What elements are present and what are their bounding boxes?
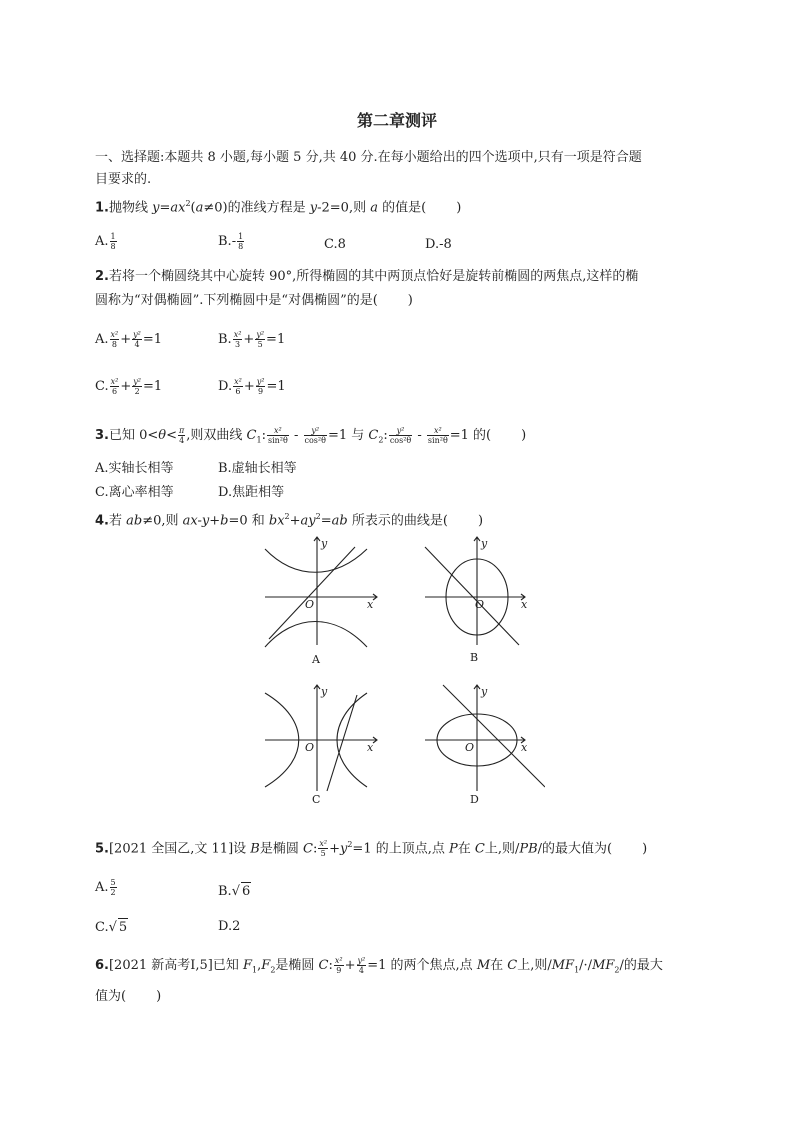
denominator: 5	[257, 340, 263, 349]
question-2-line1	[95, 268, 638, 286]
q6-math: M	[476, 958, 491, 973]
question-number: 6.	[95, 958, 109, 973]
x-axis-label: x	[367, 741, 374, 754]
q4-text: ≠0,则	[142, 513, 183, 529]
q6-subscript: 2	[614, 965, 620, 975]
graph-d-caption: D	[470, 793, 479, 806]
numerator: x²	[110, 377, 119, 386]
sqrt-icon: √	[231, 884, 240, 899]
origin-label: O	[465, 741, 475, 754]
option-label: C.	[324, 237, 338, 252]
q3-colon: :	[383, 428, 388, 443]
equals-one: =1	[142, 379, 163, 394]
question-number: 3.	[95, 428, 109, 443]
question-1	[95, 195, 461, 217]
q6-math: C	[318, 958, 329, 973]
q6-colon: :	[328, 958, 333, 973]
q1-math: y	[309, 200, 318, 216]
option-label: B.	[218, 234, 232, 249]
q1-option-d	[425, 236, 452, 254]
numerator: x²	[233, 330, 242, 339]
denominator: 8	[238, 242, 244, 251]
denominator: cos²θ	[304, 436, 326, 445]
q1-text: 抛物线	[108, 200, 153, 216]
sqrt-icon: √	[108, 920, 117, 935]
q3-option-c: C.离心率相等	[95, 485, 174, 500]
q5-close-paren: )	[642, 841, 648, 857]
denominator: 2	[110, 888, 116, 897]
question-number: 5.	[95, 841, 109, 857]
q1-option-b	[218, 232, 245, 251]
denominator: 4	[134, 340, 140, 349]
denominator: 4	[179, 436, 185, 445]
option-label: A.	[95, 234, 109, 249]
q6-subscript: 2	[270, 965, 276, 975]
graph-a-caption: A	[312, 653, 320, 666]
q3-math: C	[368, 428, 379, 443]
line	[425, 547, 519, 645]
fraction	[132, 377, 142, 396]
fraction	[255, 330, 265, 349]
denominator: 8	[111, 340, 117, 349]
equals-one: =1	[266, 379, 286, 394]
fraction	[110, 330, 120, 349]
minus-sign: -	[231, 234, 237, 249]
q1-math: a	[370, 200, 378, 216]
q3-subscript: 2	[378, 435, 384, 445]
numerator: x²	[319, 839, 328, 849]
origin-label: O	[305, 741, 315, 754]
option-label: D.	[218, 919, 233, 934]
q6-comma: ,	[257, 958, 262, 973]
fraction	[334, 956, 344, 975]
page-title: 第二章测评	[356, 111, 437, 130]
q3-close-paren: )	[521, 428, 527, 443]
q6-text: /的最大	[619, 958, 663, 973]
q4-equals: =	[320, 513, 332, 529]
q6-close-paren: )	[156, 989, 162, 1004]
question-6-line1	[95, 956, 663, 980]
q6-text: =1 的两个焦点,点	[367, 958, 477, 973]
q4-plus: +	[289, 513, 301, 529]
line	[327, 695, 357, 791]
q1-text: ≠0)的准线方程是	[203, 200, 310, 216]
q4-graphs	[255, 535, 545, 815]
option-label: D.	[425, 237, 440, 252]
fraction	[389, 426, 412, 445]
q2-text: 若将一个椭圆绕其中心旋转 90°,所得椭圆的其中两顶点恰好是旋转前椭圆的两焦点,这样的椭	[108, 269, 639, 284]
x-axis-label: x	[367, 598, 374, 611]
q3-text: =1 的(	[449, 428, 492, 443]
numerator: y²	[256, 377, 265, 386]
section-instruction-line1: 一、选择题:本题共 8 小题,每小题 5 分,共 40 分.在每小题给出的四个选项中,只有一项是符合题	[95, 150, 642, 165]
denominator: 4	[358, 966, 364, 975]
q5-math: P	[448, 841, 458, 857]
q5-text: 在	[457, 841, 475, 857]
y-axis-label: y	[321, 685, 328, 698]
q5-math: PB	[519, 841, 538, 857]
radicand: 6	[241, 884, 251, 899]
q5-text: /的最大值为(	[537, 841, 613, 857]
denominator: 3	[235, 340, 241, 349]
option-label: D.	[218, 379, 233, 394]
q1-option-a	[95, 232, 118, 251]
numerator: 5	[110, 878, 116, 887]
option-label: C.	[95, 920, 109, 935]
q2-close-paren: )	[407, 293, 413, 308]
q4-exponent: 2	[315, 512, 321, 521]
fraction	[110, 232, 117, 251]
fraction	[132, 330, 142, 349]
option-value: 8	[337, 237, 346, 252]
q6-plus: +	[344, 958, 356, 973]
question-6-line2	[95, 988, 161, 1006]
fraction	[256, 377, 266, 396]
equals-one: =1	[142, 332, 163, 347]
graph-c	[265, 685, 377, 791]
fraction	[178, 426, 185, 445]
graph-b-caption: B	[470, 651, 479, 664]
section-instruction-line2: 目要求的.	[95, 172, 152, 187]
q2-option-c	[95, 377, 162, 396]
line	[443, 685, 545, 787]
q6-text: 值为(	[95, 989, 127, 1004]
q1-text: (	[190, 200, 196, 216]
numerator: y²	[133, 330, 141, 339]
equals-one: =1	[266, 332, 286, 347]
q1-text: -2=0,则	[317, 200, 371, 216]
denominator: 6	[111, 387, 118, 396]
option-value: 2	[232, 919, 241, 934]
origin-label: O	[305, 598, 315, 611]
fraction	[237, 232, 244, 251]
x-axis-label: x	[521, 741, 528, 754]
numerator: y²	[256, 330, 265, 339]
denominator: sin²θ	[427, 436, 448, 445]
q3-option-b: B.虚轴长相等	[218, 461, 297, 476]
q3-math: C	[246, 428, 257, 443]
q3-subscript: 1	[256, 435, 262, 445]
q1-math: a	[195, 200, 204, 216]
question-3	[95, 426, 526, 450]
y-axis-label: y	[481, 685, 488, 698]
q4-math: ax-y+b	[182, 513, 229, 529]
q2-option-d	[218, 377, 286, 396]
q5-text: 是椭圆	[259, 841, 303, 857]
fraction	[318, 839, 328, 858]
q5-colon: :	[312, 841, 318, 857]
denominator: 2	[134, 387, 140, 396]
denominator: sin²θ	[267, 436, 288, 445]
q4-close-paren: )	[477, 513, 484, 529]
q6-math: MF	[551, 958, 575, 973]
q1-math: y=ax	[152, 200, 186, 216]
fraction	[357, 956, 367, 975]
question-number: 2.	[95, 269, 109, 284]
plus-sign: +	[120, 379, 132, 394]
q5-text: [2021 全国乙,文 11]设	[108, 841, 251, 857]
q5-exponent: 2	[347, 840, 353, 849]
denominator: 9	[336, 966, 342, 975]
numerator: x²	[234, 377, 242, 386]
question-number: 1.	[95, 200, 109, 216]
q3-option-a: A.实轴长相等	[95, 461, 174, 476]
plus-sign: +	[243, 379, 255, 394]
q3-colon: :	[261, 428, 266, 443]
minus-sign: -	[289, 428, 303, 443]
q5-math: B	[250, 841, 260, 857]
graph-a	[265, 537, 377, 647]
q4-text: 所表示的曲线是(	[347, 513, 448, 529]
fraction	[110, 878, 117, 897]
q1-close-paren: )	[456, 200, 462, 216]
fraction	[233, 377, 243, 396]
q3-text: =1 与	[327, 428, 369, 443]
q2-option-b	[218, 330, 285, 349]
hyperbola-upper-branch	[265, 549, 367, 572]
question-number: 4.	[95, 513, 109, 529]
q5-math: y	[339, 841, 348, 857]
q6-text: 是椭圆	[275, 958, 319, 973]
minus-sign: -	[413, 428, 426, 443]
q4-text: =0 和	[228, 513, 269, 529]
plus-sign: +	[243, 332, 255, 347]
origin-label: O	[475, 598, 485, 611]
q6-text: [2021 新高考Ⅰ,5]已知	[108, 958, 244, 973]
numerator: x²	[267, 426, 289, 436]
q3-theta: θ	[158, 428, 167, 443]
q5-math: C	[303, 841, 313, 857]
option-value: -8	[439, 237, 452, 252]
x-axis-label: x	[521, 598, 528, 611]
q6-subscript: 1	[574, 965, 580, 975]
question-5	[95, 836, 647, 858]
numerator: x²	[427, 426, 449, 436]
q3-text: ,则双曲线	[186, 428, 247, 443]
fraction	[427, 426, 449, 445]
q6-text: 在	[490, 958, 508, 973]
denominator: cos²θ	[389, 436, 412, 445]
question-2-line2	[95, 292, 413, 310]
option-label: C.	[95, 379, 109, 394]
q5-option-b	[218, 882, 251, 901]
denominator: 5	[320, 849, 326, 859]
numerator: y²	[389, 426, 412, 436]
denominator: 9	[258, 387, 264, 396]
q4-math: ab	[126, 513, 143, 529]
question-4	[95, 508, 483, 530]
q4-math: ay	[300, 513, 316, 529]
q2-option-a	[95, 330, 162, 349]
y-axis-label: y	[321, 537, 328, 550]
option-label: A.	[95, 880, 109, 895]
q5-plus: +	[329, 841, 340, 857]
numerator: y²	[133, 377, 141, 386]
q5-text: =1 的上顶点,点	[352, 841, 449, 857]
fraction	[267, 426, 289, 445]
y-axis-label: y	[481, 537, 488, 550]
q1-option-c	[324, 236, 346, 254]
fraction	[233, 330, 243, 349]
q3-text: 已知 0<	[108, 428, 159, 443]
q4-math: ab	[331, 513, 348, 529]
numerator: y²	[357, 956, 366, 965]
option-label: A.	[95, 332, 109, 347]
denominator: 8	[110, 242, 116, 251]
q5-math: C	[474, 841, 485, 857]
numerator: x²	[110, 330, 119, 339]
q6-math: C	[507, 958, 518, 973]
plus-sign: +	[120, 332, 132, 347]
q1-exponent: 2	[185, 199, 191, 208]
q3-lt: <	[166, 428, 178, 443]
option-label: B.	[218, 884, 232, 899]
q6-math: F	[261, 958, 271, 973]
q6-math: F	[243, 958, 253, 973]
numerator: x²	[334, 956, 343, 965]
numerator: 1	[110, 232, 116, 241]
q6-subscript: 1	[252, 965, 258, 975]
q5-option-d	[218, 918, 240, 936]
fraction	[304, 426, 327, 445]
numerator: 1	[238, 232, 244, 241]
hyperbola-lower-branch	[265, 622, 367, 648]
fraction	[110, 377, 120, 396]
q1-text: 的值是(	[377, 200, 427, 216]
line	[269, 547, 355, 639]
q5-option-a	[95, 878, 118, 897]
numerator: π	[179, 426, 185, 435]
q4-exponent: 2	[284, 512, 290, 521]
q2-text: 圆称为“对偶椭圆”.下列椭圆中是“对偶椭圆”的是(	[95, 293, 378, 308]
graph-c-caption: C	[312, 793, 321, 806]
denominator: 6	[235, 387, 241, 396]
q6-text: 上,则/	[517, 958, 552, 973]
q6-math: MF	[592, 958, 615, 973]
q6-text: /·/	[579, 958, 593, 973]
q5-option-c	[95, 918, 128, 937]
q4-math: bx	[268, 513, 285, 529]
q4-text: 若	[108, 513, 127, 529]
q3-option-d: D.焦距相等	[218, 485, 285, 500]
q5-text: 上,则/	[484, 841, 520, 857]
graph-b	[425, 537, 525, 645]
numerator: y²	[304, 426, 327, 436]
radicand: 5	[118, 920, 128, 935]
graph-d	[425, 685, 545, 791]
option-label: B.	[218, 332, 232, 347]
